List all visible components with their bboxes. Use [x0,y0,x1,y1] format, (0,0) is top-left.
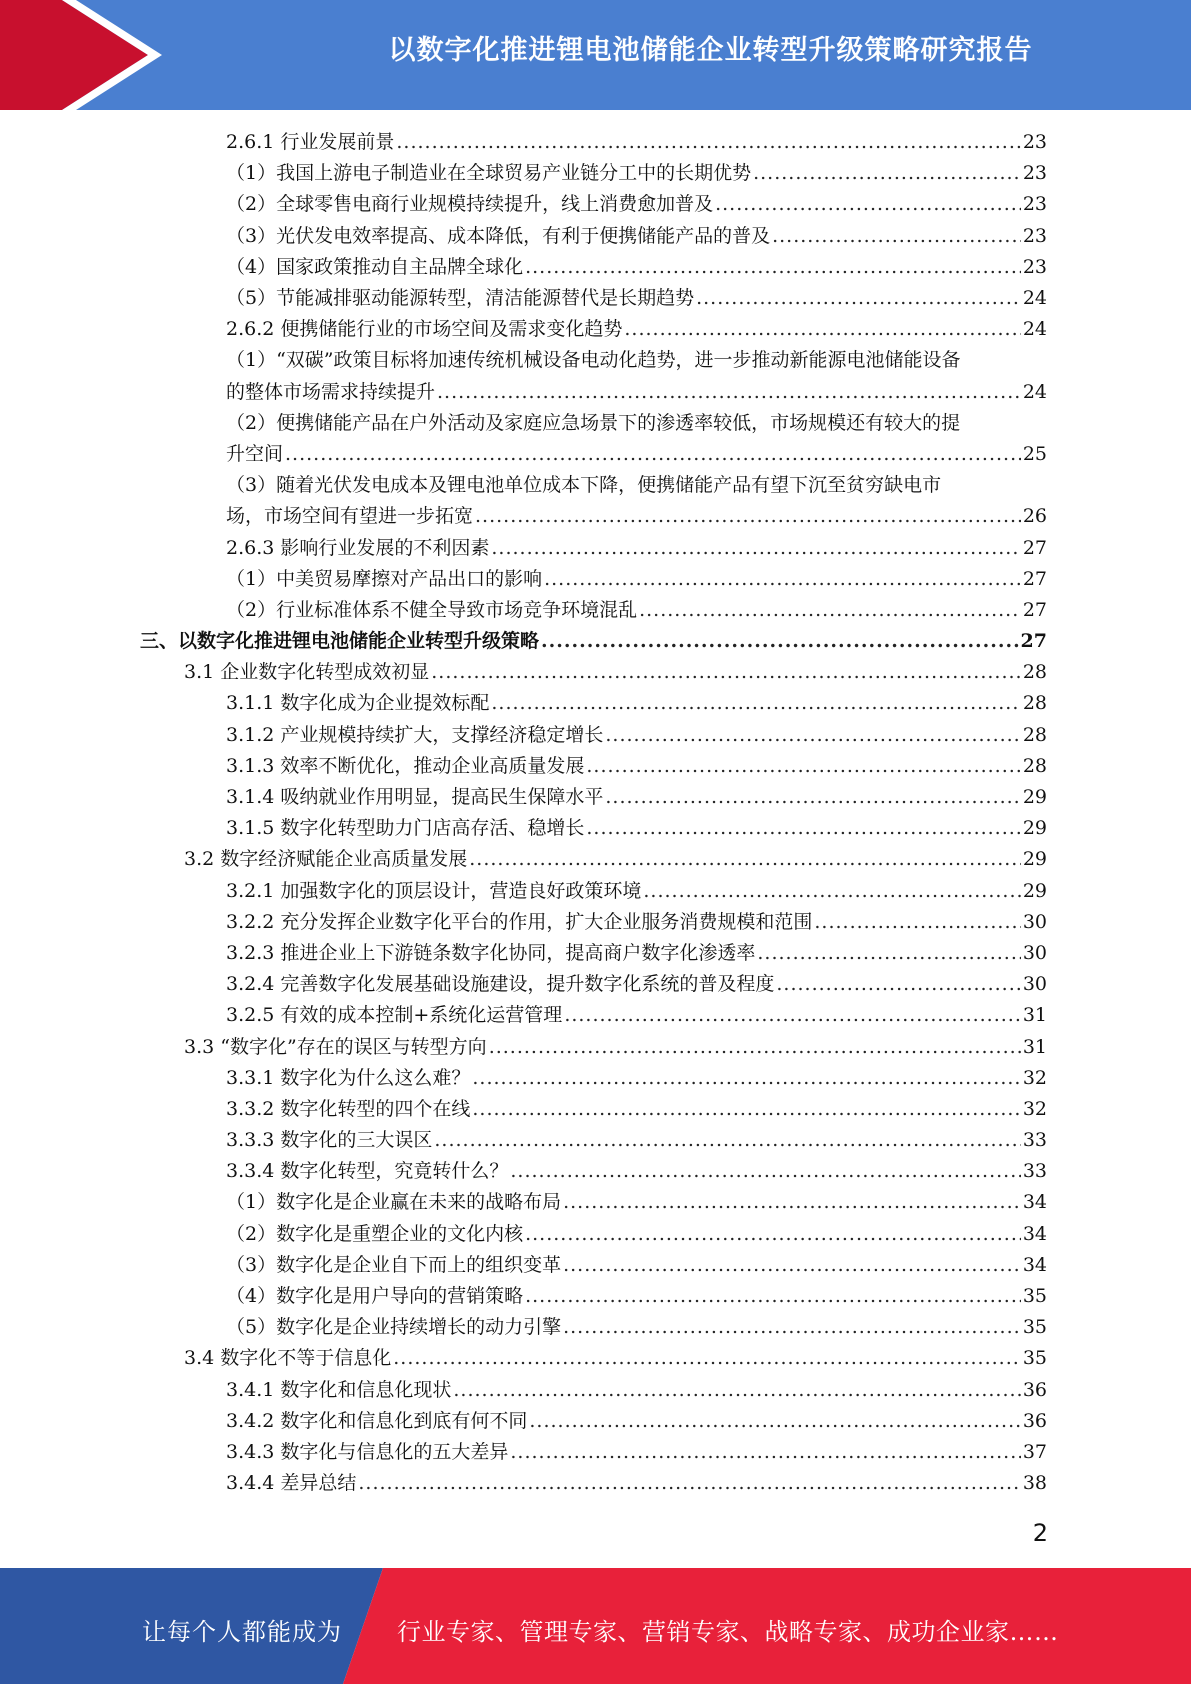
toc-leader-dots [639,595,1021,626]
toc-entry[interactable] [0,1094,1191,1125]
toc-entry-title: 2.6.1 行业发展前景 [226,130,395,153]
toc-page-number: 30 [1022,910,1047,933]
toc-page-number: 24 [1022,318,1047,341]
toc-entry[interactable] [0,158,1191,189]
toc-leader-dots [396,127,1020,158]
toc-page-number: 28 [1022,754,1047,777]
toc-page-number: 30 [1022,941,1047,964]
toc-page-number: 27 [1022,536,1047,559]
toc-page-number: 34 [1022,1191,1047,1214]
toc-page-number: 33 [1022,1129,1047,1152]
toc-entry-title: （3）随着光伏发电成本及锂电池单位成本下降，便携储能产品有望下沉至贫穷缺电市 [226,474,942,497]
toc-page-number: 23 [1022,130,1047,153]
toc-page-number: 29 [1022,848,1047,871]
toc-leader-dots [491,533,1020,564]
toc-entry-title: 3.2.5 有效的成本控制+系统化运营管理 [226,1004,563,1027]
footer-slogan-right: 行业专家、管理专家、营销专家、战略专家、成功企业家…… [397,1618,1059,1646]
toc-leader-dots [772,221,1021,252]
toc-entry-title: （1）数字化是企业赢在未来的战略布局 [226,1191,562,1214]
toc-entry-title: 三、以数字化推进锂电池储能企业转型升级策略 [140,630,540,653]
toc-entry-title: 3.1.2 产业规模持续扩大，支撑经济稳定增长 [226,723,604,746]
toc-leader-dots [563,1312,1021,1343]
toc-entry-title: 3.4.3 数字化与信息化的五大差异 [226,1440,509,1463]
toc-page-number: 32 [1022,1097,1047,1120]
toc-entry[interactable] [0,189,1191,220]
toc-entry[interactable] [0,1219,1191,1250]
toc-entry[interactable] [0,751,1191,782]
toc-leader-dots [564,1000,1021,1031]
toc-entry-title: 3.1.4 吸纳就业作用明显，提高民生保障水平 [226,786,604,809]
toc-entry-title: 3.3.2 数字化转型的四个在线 [226,1097,471,1120]
toc-leader-dots [525,1281,1021,1312]
toc-entry[interactable] [0,813,1191,844]
page-footer [0,1568,1191,1684]
toc-leader-dots [525,1219,1021,1250]
toc-entry[interactable] [0,1250,1191,1281]
toc-page-number: 23 [1022,224,1047,247]
toc-leader-dots [475,501,1021,532]
toc-entry[interactable] [0,1312,1191,1343]
toc-entry[interactable] [0,969,1191,1000]
toc-entry[interactable] [0,907,1191,938]
toc-entry[interactable] [0,1406,1191,1437]
toc-leader-dots [393,1343,1021,1374]
toc-entry[interactable] [0,1437,1191,1468]
toc-entry[interactable] [0,1125,1191,1156]
toc-page-number: 28 [1022,692,1047,715]
toc-entry[interactable] [0,533,1191,564]
toc-leader-dots [605,720,1020,751]
toc-entry[interactable] [0,782,1191,813]
toc-page-number: 24 [1022,286,1047,309]
toc-entry[interactable] [0,688,1191,719]
toc-entry[interactable] [0,626,1191,657]
toc-leader-dots [510,1437,1020,1468]
toc-entry-title: 3.3.3 数字化的三大误区 [226,1129,433,1152]
toc-page-number: 28 [1022,661,1047,684]
toc-page-number: 36 [1022,1409,1047,1432]
toc-entry-title: 3.4.2 数字化和信息化到底有何不同 [226,1409,528,1432]
toc-entry[interactable] [0,876,1191,907]
toc-leader-dots [776,969,1020,1000]
toc-page-number: 27 [1022,598,1047,621]
toc-entry[interactable] [0,221,1191,252]
toc-page-number: 24 [1022,380,1047,403]
toc-entry[interactable] [0,1468,1191,1499]
toc-page-number: 25 [1022,442,1047,465]
toc-entry[interactable] [0,1063,1191,1094]
toc-page-number: 29 [1022,879,1047,902]
toc-entry-title: 2.6.2 便携储能行业的市场空间及需求变化趋势 [226,318,623,341]
toc-entry-title: 3.1.3 效率不断优化，推动企业高质量发展 [226,754,585,777]
toc-leader-dots [563,1250,1021,1281]
toc-page-number: 35 [1022,1285,1047,1308]
toc-leader-dots [757,938,1020,969]
toc-entry-title: 3.4.1 数字化和信息化现状 [226,1378,452,1401]
toc-leader-dots [563,1187,1021,1218]
toc-entry[interactable] [0,252,1191,283]
toc-entry-title: 3.4 数字化不等于信息化 [184,1347,392,1370]
toc-leader-dots [491,688,1020,719]
toc-page-number: 23 [1022,255,1047,278]
toc-leader-dots [472,1063,1020,1094]
toc-leader-dots [586,813,1020,844]
toc-entry-title: （4）数字化是用户导向的营销策略 [226,1285,524,1308]
toc-leader-dots [544,564,1021,595]
toc-entry-title-continued: 升空间 [226,442,284,465]
page-header [0,0,1191,110]
document-title: 以数字化推进锂电池储能企业转型升级策略研究报告 [388,35,1033,66]
toc-entry-title: 3.3 “数字化”存在的误区与转型方向 [184,1035,487,1058]
toc-entry-title: 3.2 数字经济赋能企业高质量发展 [184,848,468,871]
toc-leader-dots [437,377,1021,408]
toc-entry[interactable] [0,283,1191,314]
toc-entry[interactable] [0,408,1191,470]
toc-entry[interactable] [0,938,1191,969]
toc-leader-dots [525,252,1021,283]
toc-entry-title-continued: 的整体市场需求持续提升 [226,380,436,403]
toc-entry[interactable] [0,1343,1191,1374]
toc-entry[interactable] [0,1187,1191,1218]
toc-leader-dots [605,782,1020,813]
toc-entry[interactable] [0,314,1191,345]
toc-leader-dots [541,626,1019,657]
toc-entry-title-continued: 场，市场空间有望进一步拓宽 [226,505,474,528]
toc-leader-dots [510,1156,1020,1187]
toc-leader-dots [453,1375,1020,1406]
toc-entry-title: 3.2.4 完善数字化发展基础设施建设，提升数字化系统的普及程度 [226,973,775,996]
toc-entry-title: 3.3.1 数字化为什么这么难？ [226,1066,471,1089]
toc-page-number: 29 [1022,786,1047,809]
toc-page-number: 31 [1022,1004,1047,1027]
toc-leader-dots [529,1406,1020,1437]
toc-entry-title: （2）数字化是重塑企业的文化内核 [226,1222,524,1245]
toc-page-number: 32 [1022,1066,1047,1089]
toc-entry-title: 3.1.5 数字化转型助力门店高存活、稳增长 [226,817,585,840]
toc-entry-title: 2.6.3 影响行业发展的不利因素 [226,536,490,559]
toc-entry-title: 3.2.2 充分发挥企业数字化平台的作用，扩大企业服务消费规模和范围 [226,910,813,933]
toc-page-number: 34 [1022,1222,1047,1245]
toc-leader-dots [469,844,1021,875]
toc-entry-title: 3.2.1 加强数字化的顶层设计，营造良好政策环境 [226,879,642,902]
toc-entry[interactable] [0,657,1191,688]
toc-page-number: 37 [1022,1440,1047,1463]
toc-page-number: 26 [1022,505,1047,528]
toc-page-number: 29 [1022,817,1047,840]
toc-entry-title: 3.1 企业数字化转型成效初显 [184,661,430,684]
toc-entry-title: （4）国家政策推动自主品牌全球化 [226,255,524,278]
toc-page-number: 27 [1022,567,1047,590]
toc-entry[interactable] [0,127,1191,158]
toc-page-number: 31 [1022,1035,1047,1058]
toc-leader-dots [285,439,1021,470]
toc-leader-dots [358,1468,1020,1499]
table-of-contents [0,127,1191,1499]
toc-leader-dots [431,657,1021,688]
toc-leader-dots [472,1094,1020,1125]
toc-leader-dots [643,876,1020,907]
toc-leader-dots [814,907,1020,938]
toc-leader-dots [753,158,1021,189]
toc-page-number: 30 [1022,973,1047,996]
toc-entry[interactable] [0,1375,1191,1406]
toc-page-number: 35 [1022,1347,1047,1370]
toc-entry-title: 3.1.1 数字化成为企业提效标配 [226,692,490,715]
toc-page-number: 27 [1020,630,1047,653]
toc-entry[interactable] [0,1156,1191,1187]
toc-entry-title: （3）光伏发电效率提高、成本降低，有利于便携储能产品的普及 [226,224,771,247]
toc-entry-title: （5）数字化是企业持续增长的动力引擎 [226,1316,562,1339]
toc-entry[interactable] [0,844,1191,875]
toc-entry[interactable] [0,1000,1191,1031]
toc-leader-dots [624,314,1020,345]
toc-entry[interactable] [0,720,1191,751]
toc-entry-title: （1）中美贸易摩擦对产品出口的影响 [226,567,543,590]
toc-entry-title: （2）全球零售电商行业规模持续提升，线上消费愈加普及 [226,193,714,216]
toc-entry[interactable] [0,470,1191,532]
toc-page-number: 23 [1022,193,1047,216]
toc-entry-title: （1）“双碳”政策目标将加速传统机械设备电动化趋势，进一步推动新能源电池储能设备 [226,349,961,372]
toc-leader-dots [696,283,1021,314]
toc-page-number: 28 [1022,723,1047,746]
toc-page-number: 38 [1022,1472,1047,1495]
toc-leader-dots [586,751,1020,782]
toc-entry-title: （5）节能减排驱动能源转型，清洁能源替代是长期趋势 [226,286,695,309]
toc-entry-title: （3）数字化是企业自下而上的组织变革 [226,1253,562,1276]
toc-page-number: 23 [1022,162,1047,185]
toc-entry-title: （2）便携储能产品在户外活动及家庭应急场景下的渗透率较低，市场规模还有较大的提 [226,411,961,434]
header-red-chevron [0,0,148,110]
toc-leader-dots [715,189,1021,220]
toc-entry[interactable] [0,345,1191,407]
toc-entry-title: 3.4.4 差异总结 [226,1472,357,1495]
toc-page-number: 35 [1022,1316,1047,1339]
toc-page-number: 33 [1022,1160,1047,1183]
footer-slogan-left: 让每个人都能成为 [142,1618,342,1646]
toc-entry-title: 3.2.3 推进企业上下游链条数字化协同，提高商户数字化渗透率 [226,941,756,964]
toc-page-number: 36 [1022,1378,1047,1401]
page-number: 2 [1032,1519,1048,1547]
toc-page-number: 34 [1022,1253,1047,1276]
toc-entry-title: 3.3.4 数字化转型，究竟转什么？ [226,1160,509,1183]
toc-leader-dots [434,1125,1020,1156]
toc-entry[interactable] [0,1281,1191,1312]
toc-entry-title: （1）我国上游电子制造业在全球贸易产业链分工中的长期优势 [226,162,752,185]
toc-entry[interactable] [0,564,1191,595]
toc-entry[interactable] [0,595,1191,626]
toc-entry-title: （2）行业标准体系不健全导致市场竞争环境混乱 [226,598,638,621]
toc-leader-dots [489,1032,1021,1063]
toc-entry[interactable] [0,1032,1191,1063]
